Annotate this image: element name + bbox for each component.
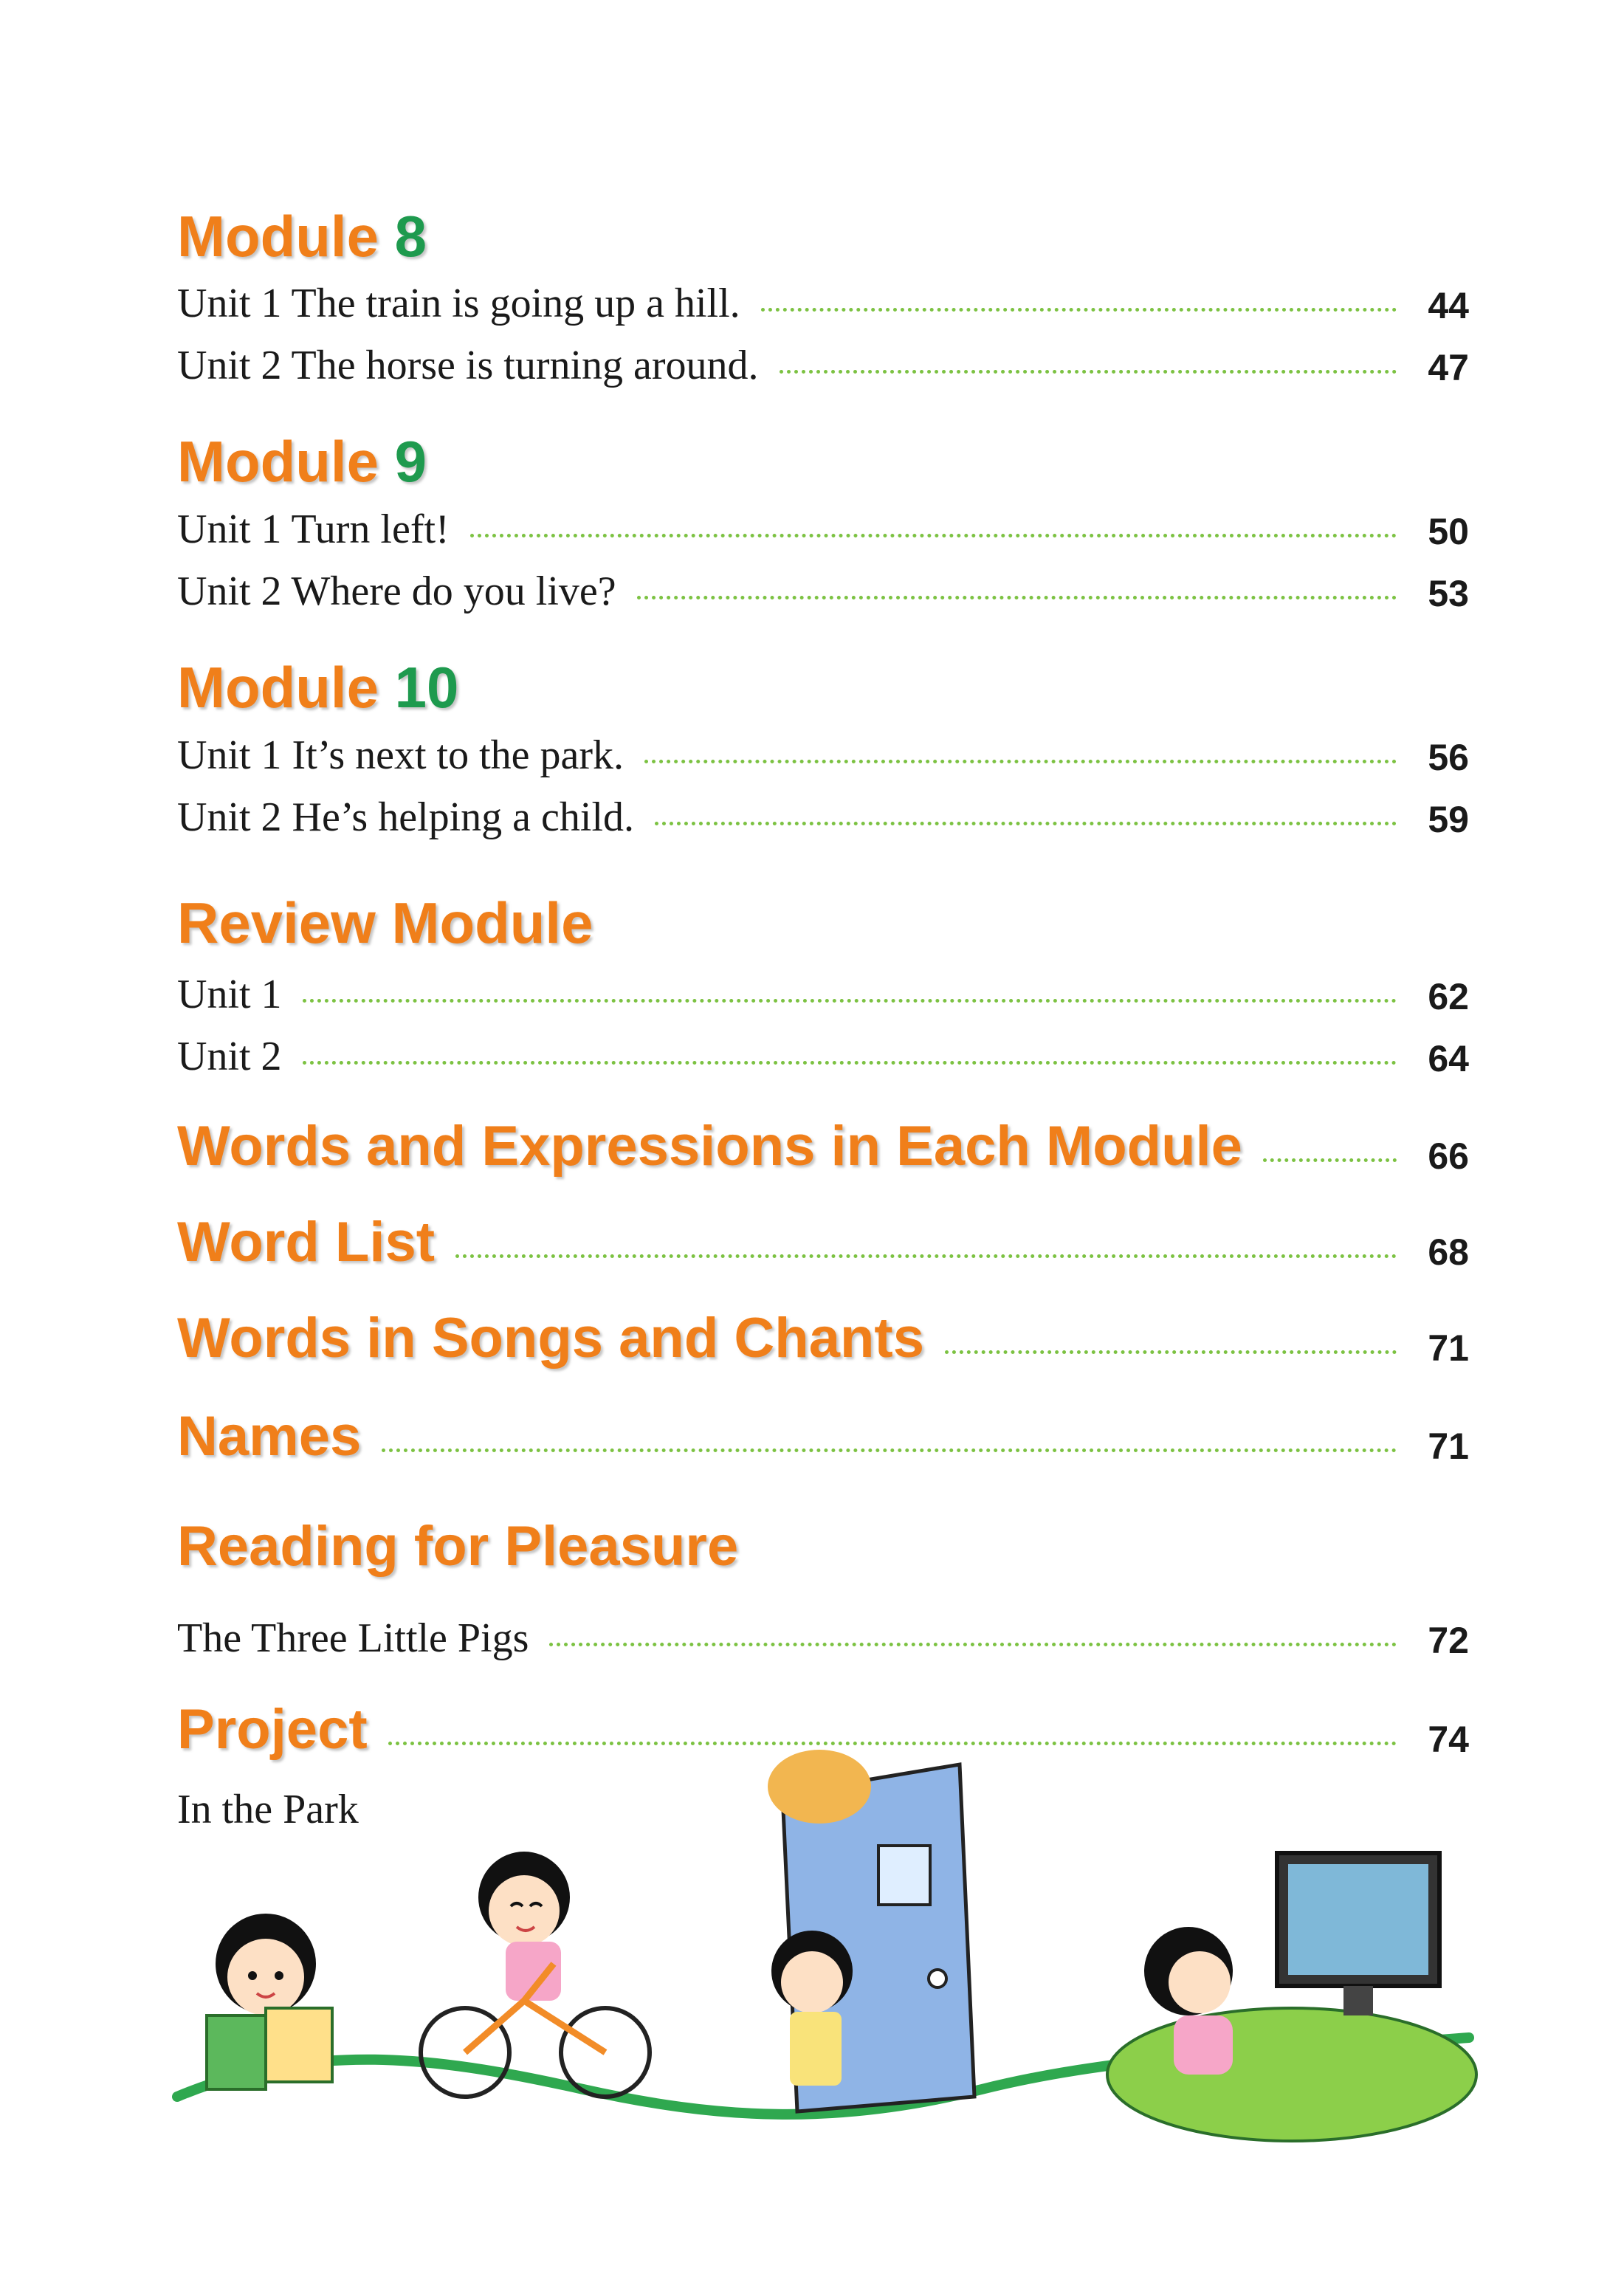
children-illustration: [170, 1742, 1484, 2156]
module-9-heading: [177, 428, 427, 495]
leader-dots: [761, 308, 1397, 312]
page-number: 71: [1428, 1426, 1469, 1467]
page-number: 62: [1428, 976, 1469, 1017]
section-title: Word List: [177, 1211, 436, 1274]
entry-title: Unit 1 Turn left!: [177, 506, 450, 552]
section-title: Project: [177, 1698, 368, 1761]
toc-section-entry[interactable]: [177, 1211, 1469, 1274]
toc-entry[interactable]: [177, 1614, 1469, 1663]
entry-title: Unit 1 It’s next to the park.: [177, 732, 625, 778]
entry-title: Unit 2 Where do you live?: [177, 568, 616, 614]
entry-title: The Three Little Pigs: [177, 1615, 529, 1661]
page-number: 71: [1428, 1327, 1469, 1369]
leader-dots: [1263, 1158, 1397, 1162]
section-title: Words in Songs and Chants: [177, 1307, 924, 1369]
module-8-heading: [177, 203, 427, 269]
page-number: 74: [1428, 1719, 1469, 1760]
toc-entry[interactable]: [177, 567, 1469, 616]
toc-entry[interactable]: [177, 970, 1469, 1019]
leader-dots: [549, 1643, 1397, 1646]
toc-section-entry[interactable]: [177, 1307, 1469, 1370]
toc-entry[interactable]: [177, 731, 1469, 780]
page-number: 44: [1428, 285, 1469, 326]
toc-section-entry[interactable]: [177, 1115, 1469, 1178]
child-watching-tv-icon: [1107, 1853, 1476, 2141]
girl-reading-book-icon: [207, 1914, 332, 2089]
page-number: 66: [1428, 1135, 1469, 1177]
entry-title: Unit 1: [177, 972, 282, 1017]
project-subtitle: In the Park: [177, 1787, 359, 1832]
entry-title: Unit 2 He’s helping a child.: [177, 794, 635, 840]
toc-entry[interactable]: [177, 793, 1469, 842]
section-title: Words and Expressions in Each Module: [177, 1115, 1242, 1178]
page-number: 47: [1428, 347, 1469, 388]
module-word: Module: [177, 204, 379, 269]
section-title: Names: [177, 1405, 362, 1468]
toc-entry[interactable]: [177, 279, 1469, 328]
module-word: Module: [177, 429, 379, 494]
page-number: 68: [1428, 1231, 1469, 1273]
leader-dots: [945, 1350, 1397, 1354]
page-number: 56: [1428, 737, 1469, 778]
module-number: 10: [394, 655, 459, 720]
entry-title: Unit 2 The horse is turning around.: [177, 343, 759, 388]
review-module-heading: Review Module: [177, 890, 593, 955]
toc-entry[interactable]: [177, 341, 1469, 390]
page-number: 59: [1428, 799, 1469, 840]
leader-dots: [470, 534, 1397, 537]
entry-title: Unit 2: [177, 1034, 282, 1079]
girl-riding-bicycle-icon: [421, 1852, 650, 2097]
leader-dots: [303, 999, 1397, 1003]
reading-heading: Reading for Pleasure: [177, 1515, 739, 1578]
toc-entry[interactable]: [177, 505, 1469, 554]
leader-dots: [382, 1448, 1397, 1452]
leader-dots: [644, 760, 1397, 763]
module-number: 8: [394, 204, 427, 269]
girl-dusting-door-icon: [768, 1750, 974, 2111]
page-number: 50: [1428, 511, 1469, 552]
leader-dots: [303, 1061, 1397, 1065]
leader-dots: [455, 1254, 1397, 1258]
module-number: 9: [394, 429, 427, 494]
toc-entry[interactable]: [177, 1032, 1469, 1081]
leader-dots: [655, 822, 1397, 825]
page-number: 64: [1428, 1038, 1469, 1079]
leader-dots: [637, 596, 1397, 599]
module-word: Module: [177, 655, 379, 720]
module-10-heading: [177, 654, 458, 721]
page-number: 53: [1428, 573, 1469, 614]
toc-section-entry[interactable]: [177, 1405, 1469, 1468]
leader-dots: [780, 370, 1397, 374]
page-number: 72: [1428, 1620, 1469, 1661]
entry-title: Unit 1 The train is going up a hill.: [177, 281, 740, 326]
